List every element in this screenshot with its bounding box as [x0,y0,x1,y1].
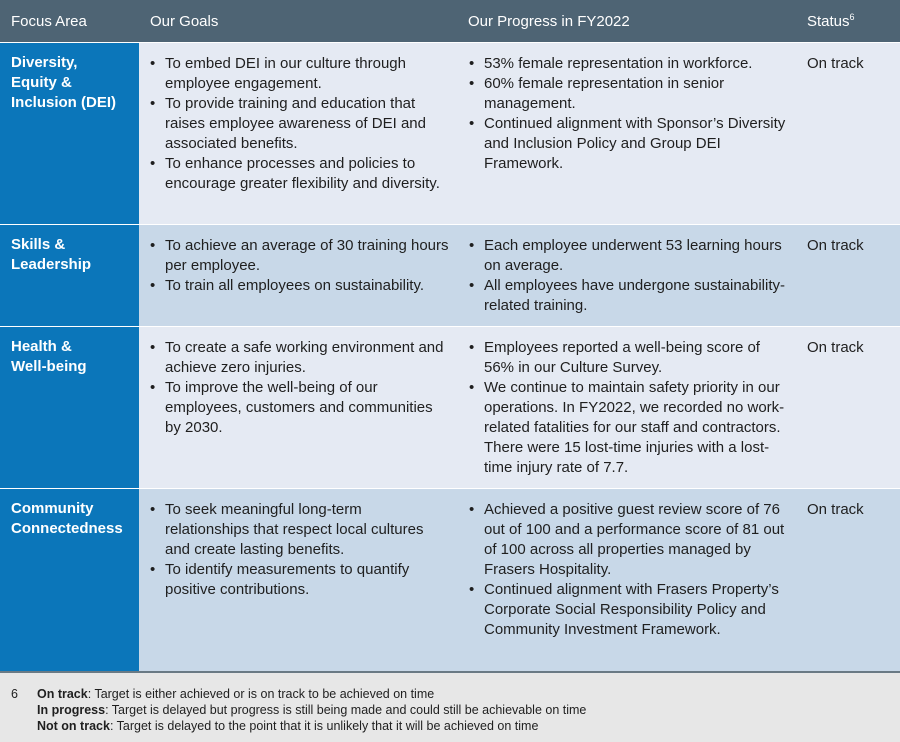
area-line: Leadership [11,256,92,273]
goals-cell [139,489,456,671]
table-row [0,326,900,488]
header-focus-area: Focus Area [11,12,87,30]
footnote-term: Not on track [37,719,110,733]
progress-cell [456,489,796,671]
goal-item: • To improve the well-being of our employees, customers and communities by 2030. [148,378,450,438]
status-cell: On track [796,489,900,671]
focus-area-cell [0,43,139,224]
status-cell: On track [796,43,900,224]
area-line: Well-being [11,358,87,375]
progress-cell [456,327,796,488]
area-line: Connectedness [11,520,123,537]
status-cell: On track [796,225,900,326]
area-line: Inclusion (DEI) [11,94,116,111]
goal-item: • To identify measurements to quantify positive contributions. [148,560,450,600]
table-row [0,488,900,671]
table-row [0,42,900,224]
area-line: Equity & [11,74,72,91]
header-goals: Our Goals [150,12,219,30]
progress-item: • All employees have undergone sustainability-related training. [467,276,790,316]
area-line: Skills & [11,236,66,253]
footnote-term: In progress [37,703,106,717]
progress-item: • Continued alignment with Frasers Property’s Corporate Social Responsibility Policy and Community Investment Framework. [467,580,790,640]
progress-item: • Continued alignment with Sponsor’s Diversity and Inclusion Policy and Group DEI Framework. [467,114,790,174]
progress-item: • 53% female representation in workforce. [467,54,790,74]
progress-item: • Each employee underwent 53 learning hours on average. [467,236,790,276]
footnote-body [37,686,586,742]
focus-area-cell [0,225,139,326]
progress-cell [456,225,796,326]
footnote-term: On track [37,687,88,701]
footnote-text: : Target is delayed but progress is still being made and could still be achievable on time [105,703,587,717]
progress-item: • Employees reported a well-being score of 56% in our Culture Survey. [467,338,790,378]
goals-cell [139,225,456,326]
goal-item: • To embed DEI in our culture through employee engagement. [148,54,450,94]
footnote-number: 6 [11,687,18,701]
table-header [0,0,900,42]
goal-item: • To achieve an average of 30 training hours per employee. [148,236,450,276]
progress-item: • We continue to maintain safety priority in our operations. In FY2022, we recorded no work-related fatalities for our staff and contractors. There were 15 lost-time injuries with a lost-time injury rate of 7.7. [467,378,790,478]
area-line: Diversity, [11,54,78,71]
footnote [0,671,900,742]
header-status-label: Status [807,12,850,30]
table-row [0,224,900,326]
header-status-footnote-ref: 6 [849,11,855,22]
status-cell: On track [796,327,900,488]
footnote-line [37,718,586,734]
footnote-text: : Target is either achieved or is on track to be achieved on time [87,687,435,701]
goal-item: • To seek meaningful long-term relationships that respect local cultures and create lasting benefits. [148,500,450,560]
header-status [796,13,900,30]
goals-cell [139,327,456,488]
footnote-line [37,686,586,702]
goal-item: • To enhance processes and policies to encourage greater flexibility and diversity. [148,154,450,194]
focus-area-cell [0,327,139,488]
header-progress: Our Progress in FY2022 [468,12,630,30]
progress-cell [456,43,796,224]
progress-item: • Achieved a positive guest review score of 76 out of 100 and a performance score of 81 out of 100 across all properties managed by Frasers Hospitality. [467,500,790,580]
goals-cell [139,43,456,224]
footnote-text: : Target is delayed to the point that it is unlikely that it will be achieved on time [109,719,539,733]
footnote-line [37,702,586,718]
area-line: Community [11,500,94,517]
goal-item: • To provide training and education that raises employee awareness of DEI and associated benefits. [148,94,450,154]
focus-area-cell [0,489,139,671]
goal-item: • To train all employees on sustainability. [148,276,450,296]
area-line: Health & [11,338,72,355]
goal-item: • To create a safe working environment and achieve zero injuries. [148,338,450,378]
progress-item: • 60% female representation in senior management. [467,74,790,114]
